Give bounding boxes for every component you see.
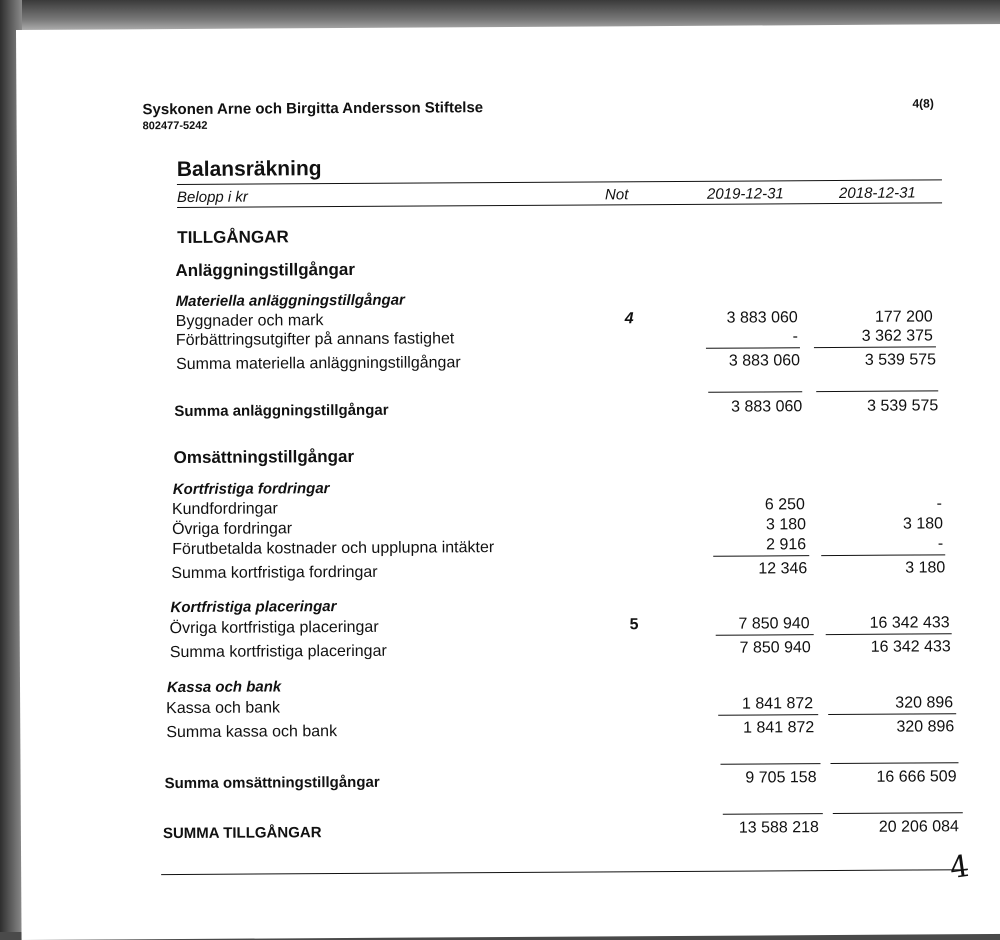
section-tillgangar: TILLGÅNGAR [177,227,289,248]
subtotal-rule [716,634,814,636]
total-rule [708,391,802,393]
row-label: Summa kortfristiga fordringar [171,563,378,583]
subtotal-rule [826,633,952,635]
row-value-2018: - [936,495,942,513]
total-rule [833,812,963,814]
row-value-2019: 6 250 [764,496,805,514]
document-title: Balansräkning [176,157,322,182]
column-note: Not [604,186,629,204]
row-value-2018: 3 180 [902,515,944,533]
row-value-2018: 16 342 433 [869,614,950,632]
page-number: 4(8) [912,96,934,111]
row-label: Förbättringsutgifter på annans fastighet [175,330,455,350]
total-rule [830,762,958,764]
row-value-2018: 3 180 [905,559,946,577]
row-label: Övriga kortfristiga placeringar [169,618,379,638]
row-value-2018: 320 896 [896,718,955,736]
row-label: Summa omsättningstillgångar [164,773,380,793]
subsection-kassa: Kassa och bank [166,678,282,697]
row-label: Kundfordringar [171,500,278,519]
subtotal-rule [821,554,945,556]
handwritten-note: 4 [947,848,972,887]
row-value-2019: - [792,328,798,346]
column-year2: 2018-12-31 [838,184,916,202]
subtotal-rule [706,347,800,349]
row-value-2018: 3 362 375 [861,327,933,345]
organization-name: Syskonen Arne och Birgitta Andersson Stiftelse [142,99,484,119]
row-label: Byggnader och mark [175,312,324,331]
subsection-fordringar: Kortfristiga fordringar [172,480,330,499]
subsection-placeringar: Kortfristiga placeringar [170,598,337,617]
row-label: Övriga fordringar [172,520,293,539]
row-value-2018: 3 539 575 [867,397,939,415]
row-value-2019: 3 883 060 [728,352,801,370]
row-note: 4 [624,310,634,328]
row-label: SUMMA TILLGÅNGAR [162,824,322,843]
row-value-2018: 320 896 [895,694,954,712]
row-label: Kassa och bank [166,699,281,718]
section-anlaggning: Anläggningstillgångar [175,259,355,281]
row-value-2019: 7 850 940 [738,615,810,633]
subtotal-rule [718,714,818,716]
row-label: Summa kortfristiga placeringar [169,642,387,662]
column-label: Belopp i kr [176,188,248,207]
subtotal-rule [814,346,936,348]
row-label: Summa kassa och bank [166,723,338,742]
subsection-materiella: Materiella anläggningstillgångar [175,291,405,311]
section-omsattning: Omsättningstillgångar [173,446,355,468]
row-value-2018: 3 539 575 [864,351,937,369]
row-value-2018: - [937,535,944,553]
row-value-2019: 3 883 060 [726,309,798,327]
row-value-2018: 16 342 433 [870,638,951,656]
organization-number: 802477-5242 [142,119,208,133]
header-rule [177,202,942,208]
total-rule [723,813,823,815]
row-value-2019: 9 705 158 [745,769,817,787]
row-label: Förutbetalda kostnader och upplupna intäkter [172,539,495,559]
total-rule [720,763,820,765]
total-rule [816,390,938,392]
row-value-2019: 7 850 940 [739,639,811,657]
row-label: Summa materiella anläggningstillgångar [175,354,461,374]
row-label: Summa anläggningstillgångar [174,401,389,421]
subtotal-rule [713,555,809,557]
row-note: 5 [629,616,639,634]
footer-rule [161,869,967,875]
column-year1: 2019-12-31 [706,185,784,203]
row-value-2019: 12 346 [758,560,808,578]
subtotal-rule [828,713,956,715]
row-value-2019: 1 841 872 [741,695,814,713]
row-value-2018: 20 206 084 [878,818,959,836]
document-page [16,24,1000,940]
row-value-2019: 13 588 218 [738,819,819,837]
row-value-2019: 2 916 [766,536,807,554]
row-value-2019: 3 180 [765,516,807,534]
row-value-2018: 16 666 509 [876,768,957,786]
row-value-2019: 3 883 060 [731,398,803,416]
row-value-2019: 1 841 872 [743,719,815,737]
row-value-2018: 177 200 [874,308,933,326]
